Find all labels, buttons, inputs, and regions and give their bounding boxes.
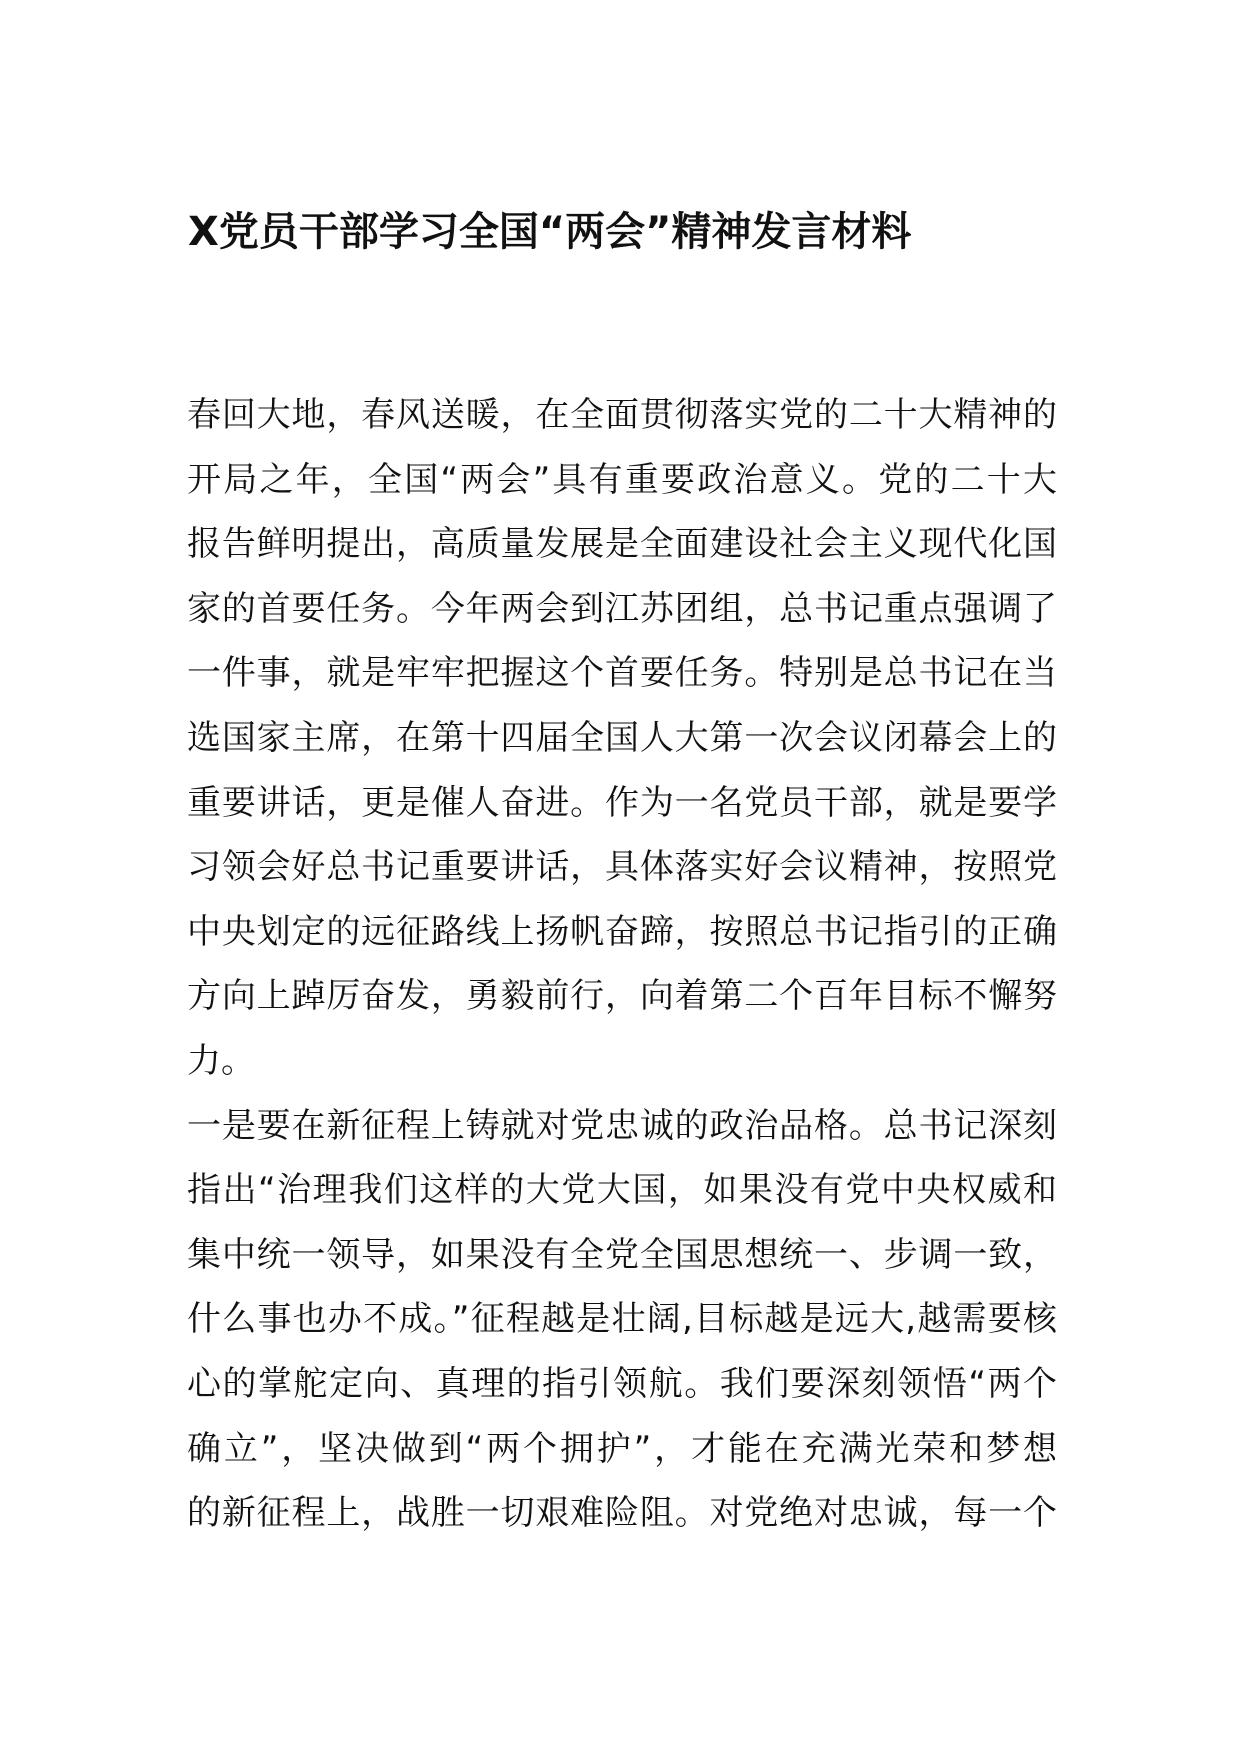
text-line: 选国家主席，在第十四届全国人大第一次会议闭幕会上的 [187, 717, 1057, 758]
text-line: 集中统一领导，如果没有全党全国思想统一、步调一致， [187, 1234, 1057, 1275]
text-line: 家的首要任务。今年两会到江苏团组，总书记重点强调了 [187, 588, 1057, 629]
text-line: 力。 [187, 1040, 255, 1081]
text-line: 方向上踔厉奋发，勇毅前行，向着第二个百年目标不懈努 [187, 976, 1057, 1017]
paragraph-point-one [187, 1094, 1057, 1546]
text-line: 确立”，坚决做到“两个拥护”，才能在充满光荣和梦想 [187, 1428, 1057, 1469]
text-line: 重要讲话，更是催人奋进。作为一名党员干部，就是要学 [187, 782, 1057, 823]
paragraph-intro [187, 383, 1057, 1094]
text-line: 的新征程上，战胜一切艰难险阻。对党绝对忠诚，每一个 [187, 1493, 1057, 1534]
text-line: 心的掌舵定向、真理的指引领航。我们要深刻领悟“两个 [187, 1363, 1057, 1404]
text-line: 春回大地，春风送暖，在全面贯彻落实党的二十大精神的 [187, 395, 1057, 435]
document-title: X党员干部学习全国“两会”精神发言材料 [188, 209, 912, 255]
text-line: 指出“治理我们这样的大党大国，如果没有党中央权威和 [187, 1170, 1057, 1211]
text-line: 一是要在新征程上铸就对党忠诚的政治品格。总书记深刻 [187, 1105, 1057, 1146]
text-line: 报告鲜明提出，高质量发展是全面建设社会主义现代化国 [187, 524, 1057, 565]
text-line: 什么事也办不成。”征程越是壮阔,目标越是远大,越需要核 [187, 1299, 1057, 1340]
text-line: 一件事，就是牢牢把握这个首要任务。特别是总书记在当 [187, 653, 1057, 694]
text-line: 开局之年，全国“两会”具有重要政治意义。党的二十大 [187, 459, 1057, 500]
document-body [187, 383, 1057, 1546]
text-line: 习领会好总书记重要讲话，具体落实好会议精神，按照党 [187, 847, 1057, 888]
text-line: 中央划定的远征路线上扬帆奋蹄，按照总书记指引的正确 [187, 911, 1057, 952]
